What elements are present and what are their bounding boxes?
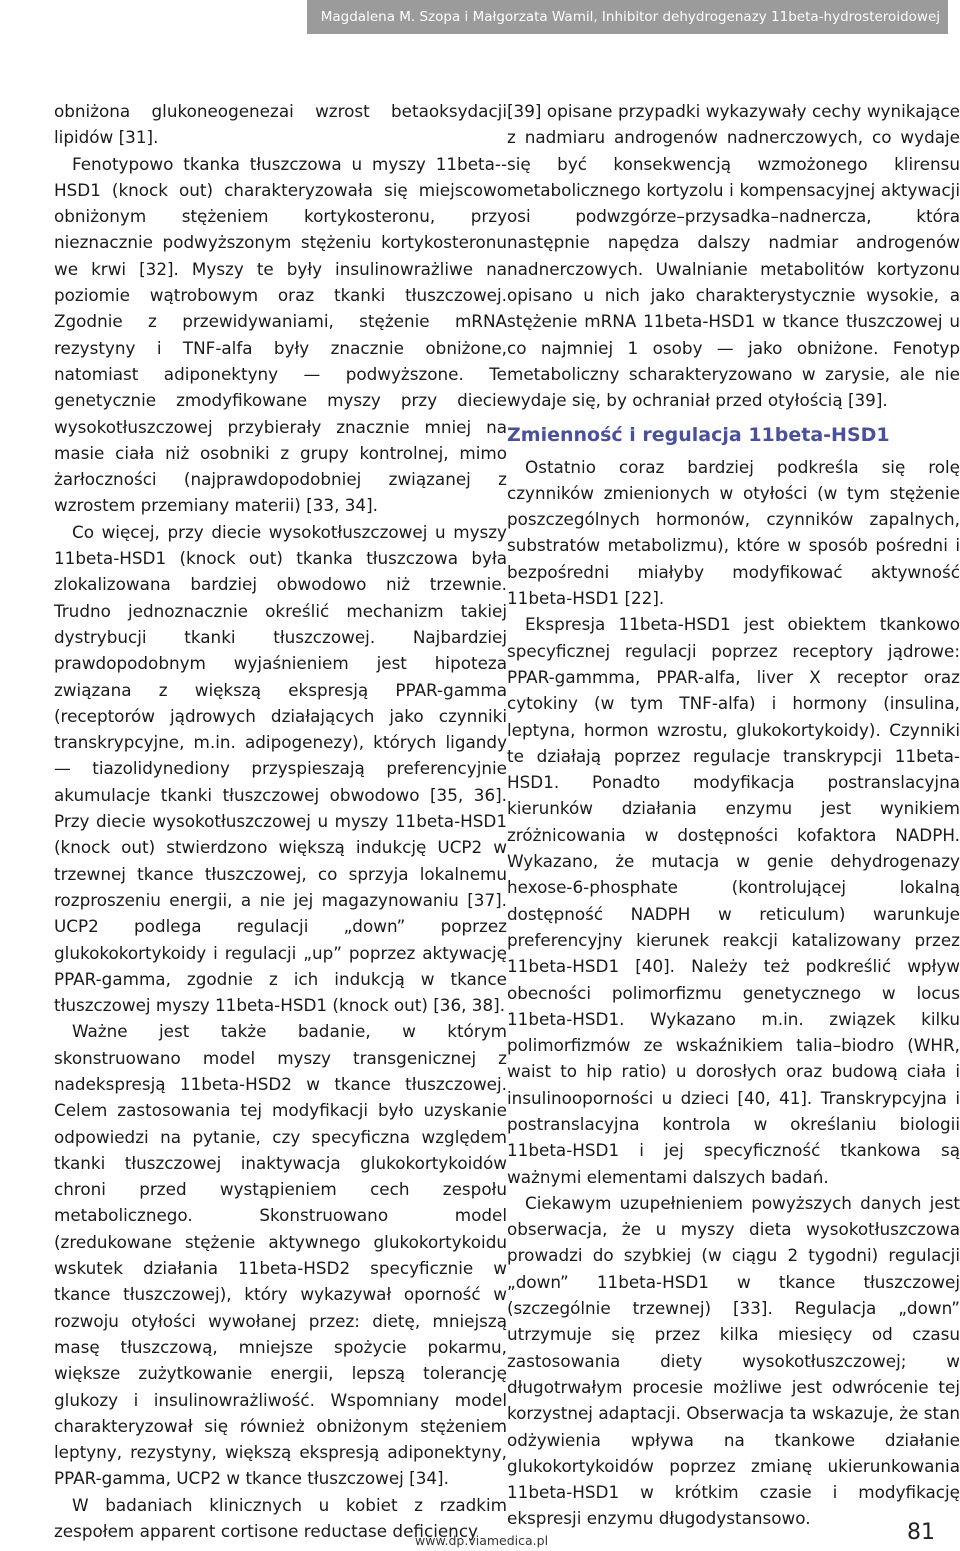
body-paragraph: Ważne jest także badanie, w którym skonstruowano model myszy transgenicznej z nadekspresją 11beta-HSD2 w tkance tłuszczowej. Celem zastosowania tej modyfikacji było uzyskanie odpowiedzi na pytanie, czy specyficzna względem tkanki tłuszczowej inaktywacja glukokortykoidów chroni przed wystąpieniem cech zespołu metabolicznego. Skonstruowano model (zredukowane stężenie aktywnego glukokortykoidu wskutek działania 11beta-HSD2 specyficznie w tkance tłuszczowej), który wykazywał oporność w rozwoju otyłości wywołanej przez: dietę, mniejszą masę tłuszczową, mniejsze spożycie pokarmu, większe zużytkowanie energii, lepszą tolerancję glukozy i insulinowrażliwość. Wspomniany model charakteryzował się również obniżonym stężeniem leptyny, rezystyny, większą ekspresją adiponektyny, PPAR-gamma, UCP2 w tkance tłuszczowej [34]. (54, 1021, 507, 1489)
journal-url: www.dp.viamedica.pl (415, 1533, 549, 1548)
left-column (54, 98, 507, 1544)
body-paragraph: obniżona glukoneogenezai wzrost betaoksydacji lipidów [31]. (54, 101, 507, 148)
body-paragraph: Co więcej, przy diecie wysokotłuszczowej u myszy 11beta-HSD1 (knock out) tkanka tłuszczowa była zlokalizowana bardziej obwodowo niż trzewnie. Trudno jednoznacznie określić mechanizm takiej dystrybucji tkanki tłuszczowej. Najbardziej prawdopodobnym wyjaśnieniem jest hipoteza związana z większą ekspresją PPAR-gamma (receptorów jądrowych działających jako czynniki transkrypcyjne, m.in. adipogenezy), których ligandy — tiazolidynediony przyspieszają preferencyjnie akumulacje tkanki tłuszczowej obwodowo [35, 36]. Przy diecie wysokotłuszczowej u myszy 11beta-HSD1 (knock out) stwierdzono większą indukcję UCP2 w trzewnej tkance tłuszczowej, co sprzyja lokalnemu rozproszeniu energii, a nie jej magazynowaniu [37]. UCP2 podlega regulacji „down” poprzez glukokokortykoidy i regulacji „up” poprzez aktywację PPAR-gamma, zgodnie z ich indukcją w tkance tłuszczowej myszy 11beta-HSD1 (knock out) [36, 38]. (54, 521, 507, 1016)
body-paragraph: Ciekawym uzupełnieniem powyższych danych jest obserwacja, że u myszy dieta wysokotłuszczowa prowadzi do szybkiej (w ciągu 2 tygodni) regulacji „down” 11beta-HSD1 w tkance tłuszczowej (szczególnie trzewnej) [33]. Regulacja „down” utrzymuje się przez kilka miesięcy od czasu zastosowania diety wysokotłuszczowej; w długotrwałym procesie możliwe jest odwrócenie tej korzystnej adaptacji. Obserwacja ta wskazuje, że stan odżywienia wpływa na tkankowe działanie glukokortykoidów poprzez zmianę ukierunkowania 11beta-HSD1 w krótkim czasie i modyfikację ekspresji enzymu długodystansowo. (507, 1192, 960, 1529)
section-heading: Zmienność i regulacja 11beta-HSD1 (507, 423, 890, 446)
body-paragraph: Ekspresja 11beta-HSD1 jest obiektem tkankowo specyficznej regulacji poprzez receptory jądrowe: PPAR-gammma, PPAR-alfa, liver X receptor oraz cytokiny (w tym TNF-alfa) i hormony (insulina, leptyna, hormon wzrostu, glukokortykoidy). Czynniki te działają poprzez regulacje transkrypcji 11beta-HSD1. Ponadto modyfikacja postranslacyjna kierunków działania enzymu jest wynikiem zróżnicowania w dostępności kofaktora NADPH. Wykazano, że mutacja w genie dehydrogenazy hexose-6-phosphate (kontrolującej lokalną dostępność NADPH w reticulum) warunkuje preferencyjny kierunek reakcji katalizowany przez 11beta-HSD1 [40]. Należy też podkreślić wpływ obecności polimorfizmu genetycznego w locus 11beta-HSD1. Wykazano m.in. związek kilku polimorfizmów ze wskaźnikiem talia–biodro (WHR, waist to hip ratio) u dorosłych oraz budową ciała i insulinooporności u dzieci [40, 41]. Transkrypcyjna i postranslacyjna kontrola w określaniu biologii 11beta-HSD1 i jej specyficzność tkankowa są ważnymi elementami dalszych badań. (507, 614, 960, 1187)
running-header (0, 0, 960, 34)
body-paragraph: [39] opisane przypadki wykazywały cechy wynikające z nadmiaru androgenów nadnerczowych, co wydaje się być konsekwencją wzmożonego klirensu metabolicznego kortyzolu i kompensacyjnej aktywacji osi podwzgórze–przysadka–nadnercza, która następnie napędza dalszy nadmiar androgenów nadnerczowych. Uwalnianie metabolitów kortyzonu opisano u nich jako charakterystycznie wysokie, a stężenie mRNA 11beta-HSD1 w tkance tłuszczowej u co najmniej 1 osoby — jako obniżone. Fenotyp metaboliczny scharakteryzowano w zarysie, ale nie wydaje się, by ochraniał przed otyłością [39]. (507, 101, 960, 411)
body-paragraph: Fenotypowo tkanka tłuszczowa u myszy 11beta--HSD1 (knock out) charakteryzowała się miejscowo obniżonym stężeniem kortykosteronu, przy nieznacznie podwyższonym stężeniu kortykosteronu we krwi [32]. Myszy te były insulinowrażliwe na poziomie wątrobowym oraz tkanki tłuszczowej. Zgodnie z przewidywaniami, stężenie mRNA rezystyny i TNF-alfa były znacznie obniżone, natomiast adiponektyny — podwyższone. Te genetycznie zmodyfikowane myszy przy diecie wysokotłuszczowej przybierały znacznie mniej na masie ciała niż osobniki z grupy kontrolnej, mimo żarłoczności (najprawdopodobniej związanej z wzrostem przemiany materii) [33, 34]. (54, 153, 507, 516)
right-column (507, 98, 960, 1532)
page-number: 81 (907, 1520, 935, 1545)
body-paragraph: Ostatnio coraz bardziej podkreśla się rolę czynników zmienionych w otyłości (w tym stężenie poszczególnych hormonów, czynników zapalnych, substratów metabolizmu), które w sposób pośredni i bezpośredni miałyby modyfikować aktywność 11beta-HSD1 [22]. (507, 456, 960, 609)
running-title: Magdalena M. Szopa i Małgorzata Wamil, Inhibitor dehydrogenazy 11beta-hydrosteroidowej (307, 0, 948, 34)
body-paragraph: W badaniach klinicznych u kobiet z rzadkim zespołem apparent cortisone reductase deficiency (54, 1494, 507, 1542)
